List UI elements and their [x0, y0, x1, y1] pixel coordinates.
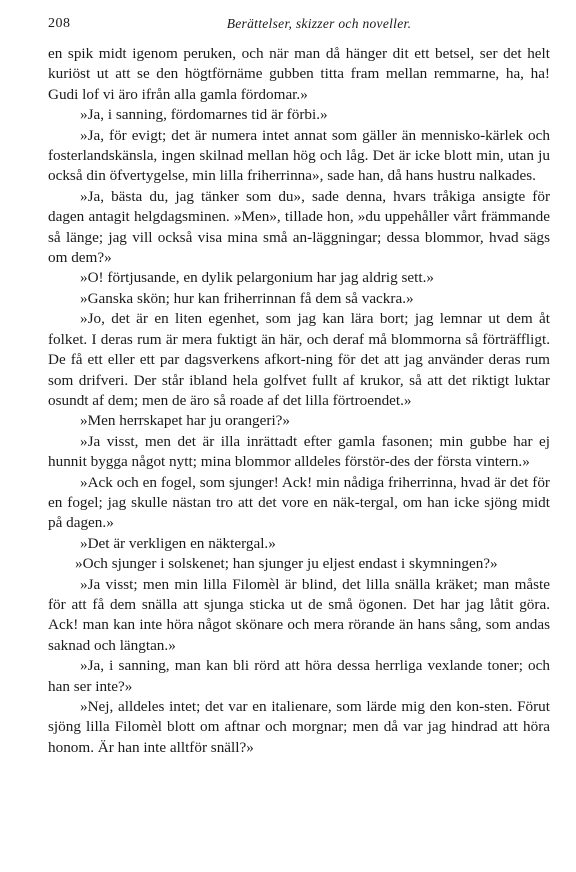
paragraph: »Ja visst, men det är illa inrättadt efter gamla fasonen; min gubbe har ej hunnit bygga något nytt; mina blommor alldeles förstör-des der första vintern.» — [48, 432, 550, 471]
paragraph: en spik midt igenom peruken, och när man då hänger dit ett betsel, ser det helt kuriöst ut att se den högtförnäme gubben titta fram mellan remmarne, ha, ha! Gudi lof vi äro ifrån alla gamla fördomar.» — [48, 45, 550, 103]
paragraph: »Ja visst; men min lilla Filomèl är blind, det lilla snälla kräket; man måste för att få dem snälla att sjunga sticka ut de små ögonen. Det har jag låtit göra. Ack! man kan inte höra något skönare och mera rörande än hans sång, som andas saknad och längtan.» — [48, 575, 550, 654]
paragraph: »Det är verkligen en näktergal.» — [80, 534, 276, 552]
paragraph: »Ganska skön; hur kan friherrinnan få dem så vackra.» — [80, 289, 414, 307]
body-text — [48, 44, 550, 758]
paragraph: »Men herrskapet har ju orangeri?» — [80, 412, 291, 430]
page-number: 208 — [48, 16, 71, 31]
paragraph: »Ja, bästa du, jag tänker som du», sade denna, hvars tråkiga ansigte för dagen antagit helgdagsminen. »Men», tillade hon, »du uppehåller vårt främmande så länge; jag vill också visa mina små an-läggningar; dessa blommor, hvad sägs om dem?» — [48, 187, 550, 267]
page-header — [48, 14, 550, 36]
paragraph: »O! förtjusande, en dylik pelargonium har jag aldrig sett.» — [80, 269, 435, 287]
paragraph: »Ja, i sanning, man kan bli rörd att höra dessa herrliga vexlande toner; och han ser inte?» — [48, 657, 550, 695]
running-head: Berättelser, skizzer och noveller. — [226, 16, 412, 31]
paragraph: »Ja, i sanning, fördomarnes tid är förbi.» — [80, 106, 328, 124]
paragraph: »Jo, det är en liten egenhet, som jag kan lära bort; jag lemnar ut dem åt folket. I deras rum är mera fuktigt än här, och deraf må blommorna så förträffligt. De få ett eller ett par dagsverkens afkort-ning för det att jag använder deras rum som drifveri. Der står ibland hela golfvet fullt af krukor, så att det riktigt luktar osundt af dem; men de äro så roade af det lilla förtroendet.» — [48, 310, 550, 409]
paragraph: »Och sjunger i solskenet; han sjunger ju eljest endast i skymningen?» — [75, 555, 498, 573]
paragraph: »Ack och en fogel, som sjunger! Ack! min nådiga friherrinna, hvad är det för en fogel; jag skulle nästan tro att det vore en näk-tergal, om han icke sjöng midt på dagen.» — [48, 473, 550, 532]
paragraph: »Nej, alldeles intet; det var en italienare, som lärde mig den kon-sten. Förut sjöng lilla Filomèl blott om aftnar och morgnar; men då var jag hindrad att höra honom. Är han inte alltför snäll?» — [48, 698, 550, 756]
paragraph: »Ja, för evigt; det är numera intet annat som gäller än mennisko-kärlek och fosterlandskänsla, ingen skilnad mellan hög och låg. Det är icke blott min, utan ju också din öfvertygelse, min lilla friherrinna», sade han, då hans hustru nalkades. — [48, 126, 550, 185]
